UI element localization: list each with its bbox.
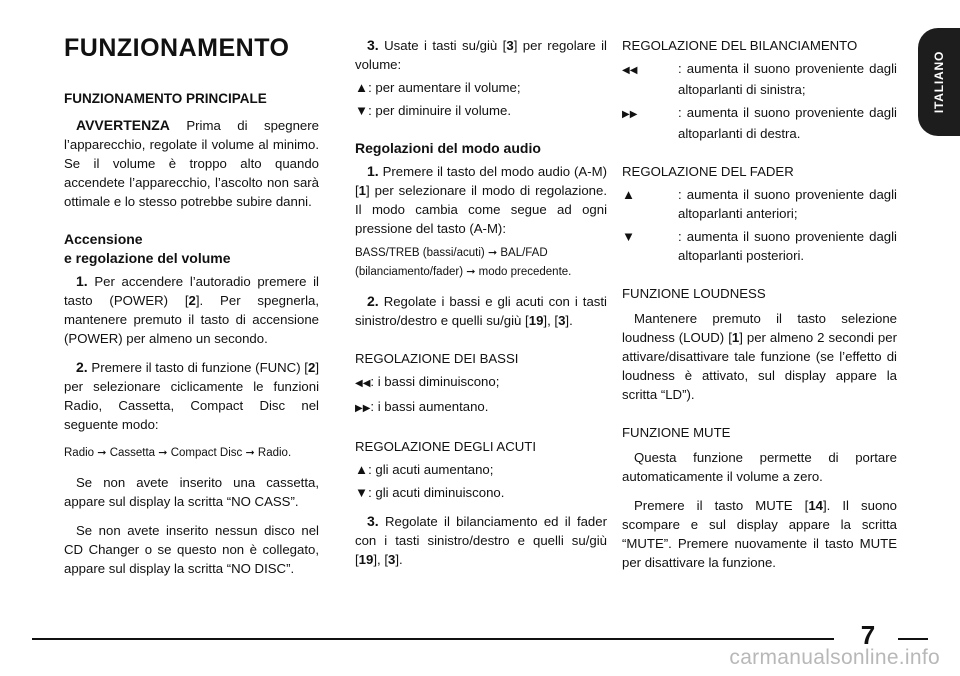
mute-title: FUNZIONE MUTE — [622, 425, 731, 440]
right-arrow-icon: ▶▶ — [355, 403, 371, 414]
loudness-paragraph: Mantenere premuto il tasto selezione loudness (LOUD) [1] per almeno 2 secondi per attivare/disattivare tale funzione (se l’effetto di loudness è attivato, sul display appare la scritta “LD”). — [622, 311, 897, 402]
section-heading-power: Accensione e regolazione del volume — [64, 231, 231, 266]
fader-down-line: ▼ : aumenta il suono proveniente dagli altoparlanti posteriori. — [622, 229, 897, 263]
warning-paragraph: AVVERTENZA Prima di spegnere l’apparecchio, regolate il volume al minimo. Se il volume è troppo alto quando accendete l’apparecchio, l’ascolto non sarà ottimale e lo stesso potrebbe subire danni. — [64, 117, 319, 209]
treble-title: REGOLAZIONE DEGLI ACUTI — [355, 439, 536, 454]
arrow-icon: ➞ — [466, 266, 476, 278]
no-disc-paragraph: Se non avete inserito nessun disco nel CD Changer o se questo non è collegato, appare sul display la scritta “NO DISC”. — [64, 523, 319, 576]
up-triangle-icon: ▲ — [622, 187, 636, 202]
fader-title: REGOLAZIONE DEL FADER — [622, 164, 794, 179]
down-triangle-icon: ▼ — [355, 103, 369, 118]
page-number: 7 — [860, 620, 876, 650]
section-heading-audio: Regolazioni del modo audio — [355, 140, 541, 156]
audio-step-2-paragraph: 2. Regolate i bassi e gli acuti con i tasti sinistro/destro e quelli su/giù [19], [3]. — [355, 293, 607, 328]
step-1-paragraph: 1. Per accendere l’autoradio premere il tasto (POWER) [2]. Per spegnerla, mantenere premuto il tasto di accensione (POWER) per almeno un secondo. — [64, 273, 320, 346]
column-3 — [622, 36, 897, 572]
arrow-icon: ➞ — [158, 447, 168, 459]
watermark: carmanualsonline.info — [729, 646, 940, 669]
audio-step-3-paragraph: 3. Regolate il bilanciamento ed il fader con i tasti sinistro/destro e quelli su/giù [19], [3]. — [355, 513, 607, 567]
treble-up-line: ▲: gli acuti aumentano; — [355, 462, 494, 477]
no-cassette-paragraph: Se non avete inserito una cassetta, appare sul display la scritta “NO CASS”. — [64, 475, 319, 509]
volume-down-line: ▼: per diminuire il volume. — [355, 103, 511, 118]
main-heading: FUNZIONAMENTO PRINCIPALE — [64, 91, 267, 106]
balance-right-line: ▶▶ : aumenta il suono proveniente dagli altoparlanti di destra. — [622, 105, 897, 141]
up-triangle-icon: ▲ — [355, 462, 369, 477]
arrow-icon: ➞ — [97, 447, 107, 459]
arrow-icon: ➞ — [245, 447, 255, 459]
audio-mode-sequence: BASS/TREB (bassi/acuti) ➞ BAL/FAD (bilanciamento/fader) ➞ modo precedente. — [355, 247, 572, 278]
bass-right-line: ▶▶: i bassi aumentano. — [355, 399, 489, 414]
up-triangle-icon: ▲ — [355, 80, 369, 95]
column-2 — [355, 36, 607, 569]
mute-paragraph-1: Questa funzione permette di portare automaticamente il volume a zero. — [622, 450, 897, 484]
balance-title: REGOLAZIONE DEL BILANCIAMENTO — [622, 38, 858, 53]
down-triangle-icon: ▼ — [355, 485, 369, 500]
page-title: FUNZIONAMENTO — [64, 34, 290, 62]
left-arrow-icon: ◀◀ — [355, 378, 371, 389]
fader-up-line: ▲ : aumenta il suono proveniente dagli altoparlanti anteriori; — [622, 187, 897, 221]
left-arrow-icon: ◀◀ — [622, 65, 638, 76]
bass-left-line: ◀◀: i bassi diminuiscono; — [355, 374, 500, 389]
mute-paragraph-2: Premere il tasto MUTE [14]. Il suono scompare e sul display appare la scritta “MUTE”. Premere nuovamente il tasto MUTE per disattivare la funzione. — [622, 498, 897, 570]
balance-left-line: ◀◀ : aumenta il suono proveniente dagli altoparlanti di sinistra; — [622, 61, 897, 97]
down-triangle-icon: ▼ — [622, 229, 636, 244]
language-tab-label: ITALIANO — [932, 50, 946, 114]
footer-rule-right — [898, 638, 928, 640]
treble-down-line: ▼: gli acuti diminuiscono. — [355, 485, 505, 500]
step-2-paragraph: 2. Premere il tasto di funzione (FUNC) [2] per selezionare ciclicamente le funzioni Radio, Cassetta, Compact Disc nel seguente modo: — [64, 359, 319, 432]
bass-title: REGOLAZIONE DEI BASSI — [355, 351, 519, 366]
loudness-title: FUNZIONE LOUDNESS — [622, 286, 766, 301]
right-arrow-icon: ▶▶ — [622, 109, 638, 120]
arrow-icon: ➞ — [487, 247, 498, 259]
language-tab — [918, 28, 960, 136]
function-sequence: Radio ➞ Cassetta ➞ Compact Disc ➞ Radio. — [64, 447, 292, 459]
step-3-paragraph: 3. Usate i tasti su/giù [3] per regolare il volume: — [355, 37, 607, 72]
footer-rule-left — [32, 638, 834, 640]
volume-up-line: ▲: per aumentare il volume; — [355, 80, 521, 95]
warning-label: AVVERTENZA — [76, 117, 170, 133]
audio-step-1-paragraph: 1. Premere il tasto del modo audio (A-M) [1] per selezionare il modo di regolazione. Il modo cambia come segue ad ogni pressione del tasto (A-M): — [355, 163, 607, 236]
column-1 — [64, 116, 319, 578]
